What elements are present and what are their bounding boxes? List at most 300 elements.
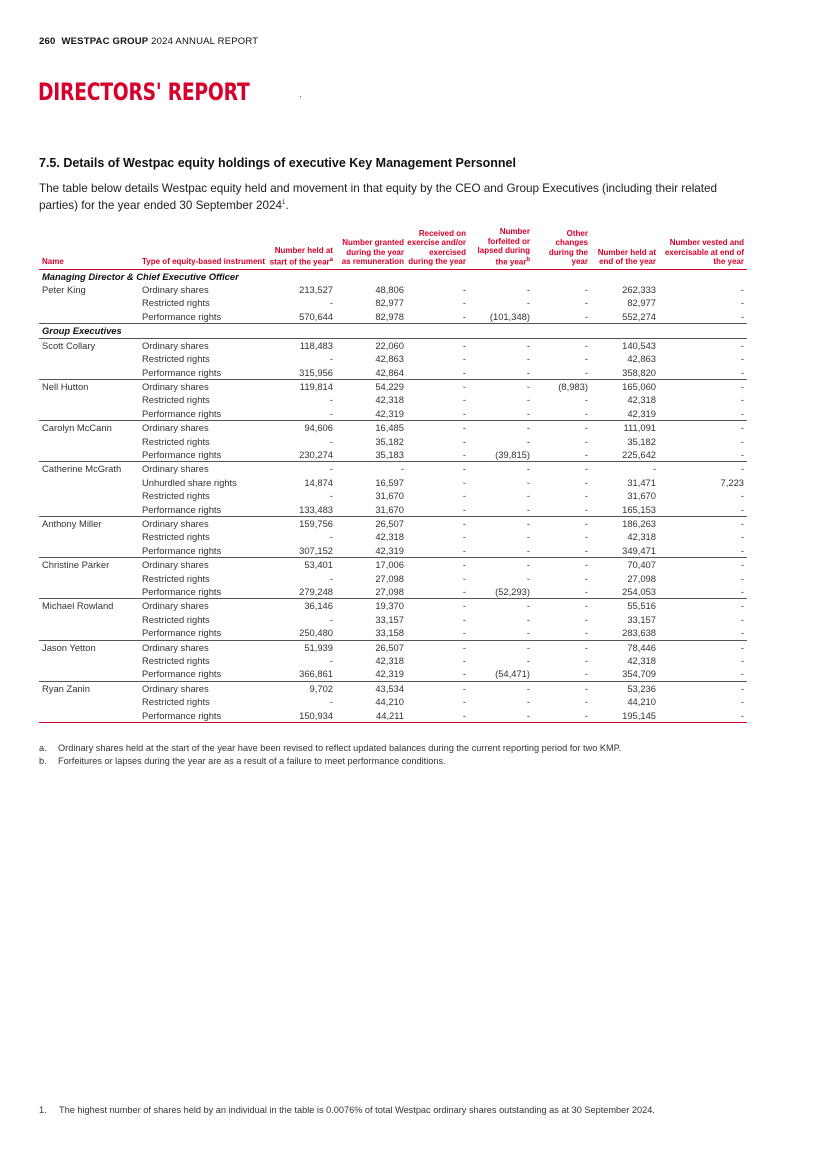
instrument-type: Performance rights <box>139 626 269 640</box>
table-cell: - <box>659 585 747 599</box>
instrument-type: Performance rights <box>139 366 269 380</box>
footnote-marker: 1. <box>39 1105 47 1115</box>
table-row <box>39 667 747 681</box>
table-row <box>39 654 747 667</box>
table-notes <box>39 742 779 768</box>
table-cell: 82,977 <box>627 297 656 309</box>
instrument-type: Ordinary shares <box>142 463 209 475</box>
person-name: Carolyn McCann <box>42 422 112 434</box>
table-cell: 250,480 <box>269 626 336 640</box>
person-name: Ryan Zanin <box>42 682 90 694</box>
column-header <box>659 227 747 269</box>
table-row <box>39 296 747 309</box>
table-cell: - <box>407 407 469 421</box>
table-cell: - <box>526 682 530 694</box>
table-row <box>39 338 747 352</box>
report-title: DIRECTORS' REPORT <box>38 78 250 106</box>
person-name: Nell Hutton <box>42 380 89 392</box>
table-cell: 111,091 <box>623 422 656 434</box>
person-name-empty <box>39 448 139 462</box>
table-cell: 42,318 <box>375 655 404 667</box>
table-cell: 53,236 <box>627 682 656 694</box>
table-cell: 354,709 <box>591 667 659 681</box>
table-cell: - <box>659 544 747 558</box>
table-row <box>39 407 747 421</box>
table-cell: 186,263 <box>622 517 656 529</box>
table-cell: - <box>462 613 466 625</box>
table-cell: 349,471 <box>591 544 659 558</box>
table-note-marker: b. <box>39 756 47 766</box>
table-cell: - <box>462 435 466 447</box>
instrument-type: Performance rights <box>139 448 269 462</box>
table-cell: - <box>533 448 591 462</box>
table-cell: 35,182 <box>627 435 656 447</box>
table-cell: - <box>584 463 588 475</box>
instrument-type: Restricted rights <box>142 297 210 309</box>
person-name-empty <box>39 709 139 723</box>
column-header-text: Number vested and exercisable at end of the year <box>664 238 744 267</box>
table-cell: - <box>584 422 588 434</box>
column-header-text: Number held at start of the year <box>269 246 333 267</box>
table-cell: 35,183 <box>336 448 407 462</box>
instrument-type: Ordinary shares <box>142 339 209 351</box>
table-cell: 42,319 <box>336 407 407 421</box>
table-cell: - <box>462 380 466 392</box>
table-cell: 254,053 <box>591 585 659 599</box>
table-cell: - <box>740 490 744 502</box>
column-header-text: Number granted during the year as remuneration <box>341 238 404 267</box>
table-cell: 22,060 <box>375 339 404 351</box>
table-cell: - <box>329 572 333 584</box>
table-cell: - <box>533 667 591 681</box>
table-cell: - <box>526 476 530 488</box>
person-name: Scott Collary <box>42 339 96 351</box>
table-cell: 44,210 <box>627 696 656 708</box>
table-cell: - <box>526 422 530 434</box>
column-header-footnote-ref: b <box>526 256 530 263</box>
table-cell: - <box>584 682 588 694</box>
table-cell: - <box>584 476 588 488</box>
table-cell: - <box>740 696 744 708</box>
table-cell: - <box>329 531 333 543</box>
table-cell: - <box>526 394 530 406</box>
table-cell: - <box>584 572 588 584</box>
table-cell: 42,863 <box>375 353 404 365</box>
table-cell: - <box>469 544 533 558</box>
table-cell: 36,146 <box>304 600 333 612</box>
table-cell: 133,483 <box>269 503 336 517</box>
instrument-type: Restricted rights <box>142 655 210 667</box>
person-name-empty <box>39 296 139 309</box>
table-cell: 43,534 <box>375 682 404 694</box>
section-title: Group Executives <box>39 324 747 338</box>
table-cell: 35,182 <box>375 435 404 447</box>
column-header <box>336 227 407 269</box>
table-note <box>39 742 779 755</box>
table-cell: 159,756 <box>299 517 333 529</box>
table-cell: 42,863 <box>627 353 656 365</box>
table-cell: - <box>526 297 530 309</box>
person-name: Jason Yetton <box>42 641 96 653</box>
column-header <box>39 227 139 269</box>
table-cell: - <box>584 394 588 406</box>
table-cell: 53,401 <box>304 559 333 571</box>
table-cell: 82,977 <box>375 297 404 309</box>
instrument-type: Restricted rights <box>142 531 210 543</box>
table-cell: - <box>533 626 591 640</box>
table-cell: (101,348) <box>469 310 533 324</box>
table-cell: 27,098 <box>375 572 404 584</box>
table-cell: 27,098 <box>627 572 656 584</box>
footnote-text: The highest number of shares held by an individual in the table is 0.0076% of total Westpac ordinary shares outstanding as at 30 September 2024. <box>59 1105 655 1115</box>
table-cell: - <box>526 353 530 365</box>
table-row <box>39 599 747 613</box>
intro-end: . <box>285 198 289 212</box>
table-cell: - <box>584 613 588 625</box>
instrument-type: Ordinary shares <box>142 559 209 571</box>
table-row <box>39 462 747 476</box>
column-header <box>591 227 659 269</box>
instrument-type: Performance rights <box>139 310 269 324</box>
table-row <box>39 585 747 599</box>
table-cell: - <box>659 503 747 517</box>
table-cell: 225,642 <box>591 448 659 462</box>
table-cell: - <box>659 709 747 723</box>
table-cell: - <box>462 297 466 309</box>
instrument-type: Performance rights <box>139 585 269 599</box>
page-number: 260 <box>39 36 56 47</box>
table-cell: - <box>407 709 469 723</box>
table-cell: - <box>469 407 533 421</box>
table-cell: - <box>407 310 469 324</box>
table-cell: - <box>462 517 466 529</box>
table-cell: 94,606 <box>304 422 333 434</box>
table-cell: - <box>584 600 588 612</box>
table-cell: - <box>462 394 466 406</box>
table-cell: 315,956 <box>269 366 336 380</box>
table-cell: 42,319 <box>336 544 407 558</box>
table-row <box>39 476 747 489</box>
table-cell: - <box>533 544 591 558</box>
table-cell: - <box>740 531 744 543</box>
stray-dot <box>300 96 301 97</box>
table-row <box>39 626 747 640</box>
table-cell: 230,274 <box>269 448 336 462</box>
column-header <box>269 227 336 269</box>
page-header <box>39 36 258 47</box>
table-cell: - <box>740 339 744 351</box>
table-cell: 16,485 <box>375 422 404 434</box>
table-cell: 31,471 <box>627 476 656 488</box>
table-cell: - <box>740 380 744 392</box>
table-cell: 307,152 <box>269 544 336 558</box>
table-cell: 7,223 <box>720 476 744 488</box>
table-row <box>39 572 747 585</box>
table-cell: 44,210 <box>375 696 404 708</box>
table-cell: - <box>740 517 744 529</box>
table-note-marker: a. <box>39 743 47 753</box>
table-cell: 42,319 <box>336 667 407 681</box>
table-cell: 552,274 <box>591 310 659 324</box>
table-cell: 17,006 <box>375 559 404 571</box>
table-cell: - <box>659 626 747 640</box>
table-row <box>39 448 747 462</box>
table-note <box>39 755 779 768</box>
table-row <box>39 379 747 393</box>
table-cell: - <box>740 422 744 434</box>
table-cell: 42,864 <box>336 366 407 380</box>
table-cell: - <box>526 435 530 447</box>
instrument-type: Performance rights <box>139 503 269 517</box>
table-cell: 570,644 <box>269 310 336 324</box>
table-cell: - <box>462 490 466 502</box>
person-name-empty <box>39 585 139 599</box>
instrument-type: Ordinary shares <box>142 682 209 694</box>
table-cell: - <box>462 339 466 351</box>
table-cell: - <box>740 600 744 612</box>
table-cell: 366,861 <box>269 667 336 681</box>
table-cell: - <box>584 655 588 667</box>
table-cell: - <box>584 641 588 653</box>
table-row <box>39 489 747 502</box>
table-cell: - <box>740 463 744 475</box>
column-header-text: Other changes during the year <box>548 228 588 267</box>
column-header-text: Number held at end of the year <box>597 247 656 267</box>
table-cell: 31,670 <box>375 490 404 502</box>
table-cell: - <box>533 585 591 599</box>
table-cell: - <box>584 297 588 309</box>
table-cell: - <box>659 310 747 324</box>
table-cell: - <box>659 407 747 421</box>
table-cell: - <box>329 394 333 406</box>
column-header-text: Received on exercise and/or exercised during the year <box>407 228 466 267</box>
table-cell: - <box>329 463 333 475</box>
table-cell: 31,670 <box>627 490 656 502</box>
column-header-text: Type of equity-based instrument <box>142 257 265 267</box>
table-cell: 19,370 <box>375 600 404 612</box>
table-header-row <box>39 227 747 269</box>
table-cell: 51,939 <box>304 641 333 653</box>
column-header-text: Name <box>42 257 64 267</box>
table-cell: 140,543 <box>622 339 656 351</box>
table-cell: 33,158 <box>336 626 407 640</box>
table-cell: - <box>407 626 469 640</box>
table-row <box>39 681 747 695</box>
table-cell: - <box>526 572 530 584</box>
table-cell: - <box>407 448 469 462</box>
table-cell: - <box>462 572 466 584</box>
instrument-type: Unhurdled share rights <box>142 476 237 488</box>
intro-text: The table below details Westpac equity held and movement in that equity by the CEO and Group Executives (including their related parties) for the year ended 30 September 2024 <box>39 182 718 212</box>
instrument-type: Ordinary shares <box>142 600 209 612</box>
table-cell: - <box>329 696 333 708</box>
table-cell: - <box>462 422 466 434</box>
table-cell: 195,145 <box>591 709 659 723</box>
report-name: 2024 ANNUAL REPORT <box>151 36 259 47</box>
table-row <box>39 516 747 530</box>
person-name-empty <box>39 530 139 543</box>
table-cell: - <box>584 353 588 365</box>
instrument-type: Ordinary shares <box>142 517 209 529</box>
column-header-footnote-ref: a <box>329 256 333 263</box>
table-cell: 27,098 <box>336 585 407 599</box>
table-cell: - <box>407 503 469 517</box>
table-note-text: Ordinary shares held at the start of the year have been revised to reflect updated balances during the current reporting period for two KMP. <box>58 743 622 753</box>
instrument-type: Restricted rights <box>142 394 210 406</box>
table-cell: - <box>462 476 466 488</box>
table-cell: - <box>462 353 466 365</box>
intro-footnote-ref: 1 <box>282 200 286 206</box>
table-cell: - <box>462 531 466 543</box>
instrument-type: Ordinary shares <box>142 380 209 392</box>
table-cell: - <box>533 709 591 723</box>
table-cell: - <box>740 559 744 571</box>
person-name-empty <box>39 310 139 324</box>
table-cell: - <box>740 572 744 584</box>
column-header-text: Number forfeited or lapsed during the year <box>477 227 530 267</box>
table-cell: - <box>407 366 469 380</box>
table-cell: - <box>533 366 591 380</box>
table-cell: - <box>469 503 533 517</box>
table-cell: - <box>740 682 744 694</box>
table-cell: - <box>526 339 530 351</box>
table-cell: - <box>740 297 744 309</box>
table-cell: - <box>584 435 588 447</box>
table-cell: - <box>329 655 333 667</box>
table-cell: - <box>462 655 466 667</box>
table-row <box>39 435 747 448</box>
table-cell: - <box>526 284 530 296</box>
person-name-empty <box>39 613 139 626</box>
person-name-empty <box>39 544 139 558</box>
table-cell: - <box>526 531 530 543</box>
equity-holdings-table <box>39 227 747 723</box>
table-row <box>39 695 747 708</box>
table-cell: - <box>526 696 530 708</box>
table-row <box>39 310 747 324</box>
table-cell: 26,507 <box>375 641 404 653</box>
table-cell: - <box>740 613 744 625</box>
table-cell: 262,333 <box>622 284 656 296</box>
table-cell: 42,318 <box>627 531 656 543</box>
instrument-type: Ordinary shares <box>142 641 209 653</box>
column-header <box>469 227 533 269</box>
instrument-type: Restricted rights <box>142 696 210 708</box>
footnote <box>39 1104 719 1116</box>
table-cell: - <box>526 490 530 502</box>
table-row <box>39 393 747 406</box>
table-cell: 14,874 <box>304 476 333 488</box>
instrument-type: Performance rights <box>139 709 269 723</box>
person-name-empty <box>39 393 139 406</box>
table-cell: 16,597 <box>375 476 404 488</box>
table-cell: - <box>469 366 533 380</box>
instrument-type: Performance rights <box>139 667 269 681</box>
table-cell: 150,934 <box>269 709 336 723</box>
section-row <box>39 324 747 338</box>
table-cell: - <box>462 284 466 296</box>
person-name-empty <box>39 654 139 667</box>
column-header <box>139 227 269 269</box>
table-cell: - <box>584 696 588 708</box>
table-cell: - <box>740 641 744 653</box>
section-row <box>39 269 747 283</box>
table-row <box>39 421 747 435</box>
table-cell: 9,702 <box>309 682 333 694</box>
person-name-empty <box>39 489 139 502</box>
table-cell: - <box>740 353 744 365</box>
person-name-empty <box>39 407 139 421</box>
table-cell: - <box>740 435 744 447</box>
table-cell: - <box>526 641 530 653</box>
person-name-empty <box>39 667 139 681</box>
table-cell: - <box>329 613 333 625</box>
table-cell: - <box>329 435 333 447</box>
table-row <box>39 530 747 543</box>
table-cell: 33,157 <box>627 613 656 625</box>
section-heading: 7.5. Details of Westpac equity holdings of executive Key Management Personnel <box>39 156 516 170</box>
person-name-empty <box>39 503 139 517</box>
table-cell: - <box>269 407 336 421</box>
table-row <box>39 709 747 723</box>
table-row <box>39 613 747 626</box>
table-cell: (39,815) <box>469 448 533 462</box>
table-cell: - <box>526 380 530 392</box>
table-cell: 279,248 <box>269 585 336 599</box>
table-cell: - <box>652 463 656 475</box>
table-cell: 42,318 <box>627 655 656 667</box>
table-cell: (54,471) <box>469 667 533 681</box>
table-cell: - <box>740 655 744 667</box>
table-cell: 31,670 <box>336 503 407 517</box>
table-cell: - <box>584 490 588 502</box>
table-body <box>39 269 747 722</box>
person-name-empty <box>39 695 139 708</box>
table-cell: 70,407 <box>627 559 656 571</box>
table-cell: 42,318 <box>375 531 404 543</box>
table-cell: 165,153 <box>591 503 659 517</box>
table-cell: - <box>526 600 530 612</box>
table-cell: - <box>462 682 466 694</box>
table-cell: 78,446 <box>627 641 656 653</box>
table-cell: 119,814 <box>299 380 333 392</box>
person-name-empty <box>39 435 139 448</box>
table-cell: - <box>329 490 333 502</box>
table-cell: - <box>659 366 747 380</box>
person-name-empty <box>39 352 139 365</box>
person-name-empty <box>39 476 139 489</box>
table-cell: 33,157 <box>375 613 404 625</box>
table-cell: 42,319 <box>591 407 659 421</box>
table-cell: - <box>462 641 466 653</box>
table-cell: 42,318 <box>375 394 404 406</box>
table-cell: - <box>584 559 588 571</box>
table-cell: - <box>462 463 466 475</box>
table-cell: 42,318 <box>627 394 656 406</box>
table-cell: 213,527 <box>299 284 333 296</box>
table-cell: - <box>584 531 588 543</box>
table-cell: (52,293) <box>469 585 533 599</box>
table-cell: - <box>526 517 530 529</box>
table-cell: - <box>526 655 530 667</box>
table-note-text: Forfeitures or lapses during the year are as a result of a failure to meet performance conditions. <box>58 756 446 766</box>
person-name: Christine Parker <box>42 559 110 571</box>
table-cell: - <box>526 463 530 475</box>
table-cell: - <box>740 284 744 296</box>
table-cell: 118,483 <box>299 339 333 351</box>
person-name-empty <box>39 366 139 380</box>
instrument-type: Performance rights <box>139 407 269 421</box>
